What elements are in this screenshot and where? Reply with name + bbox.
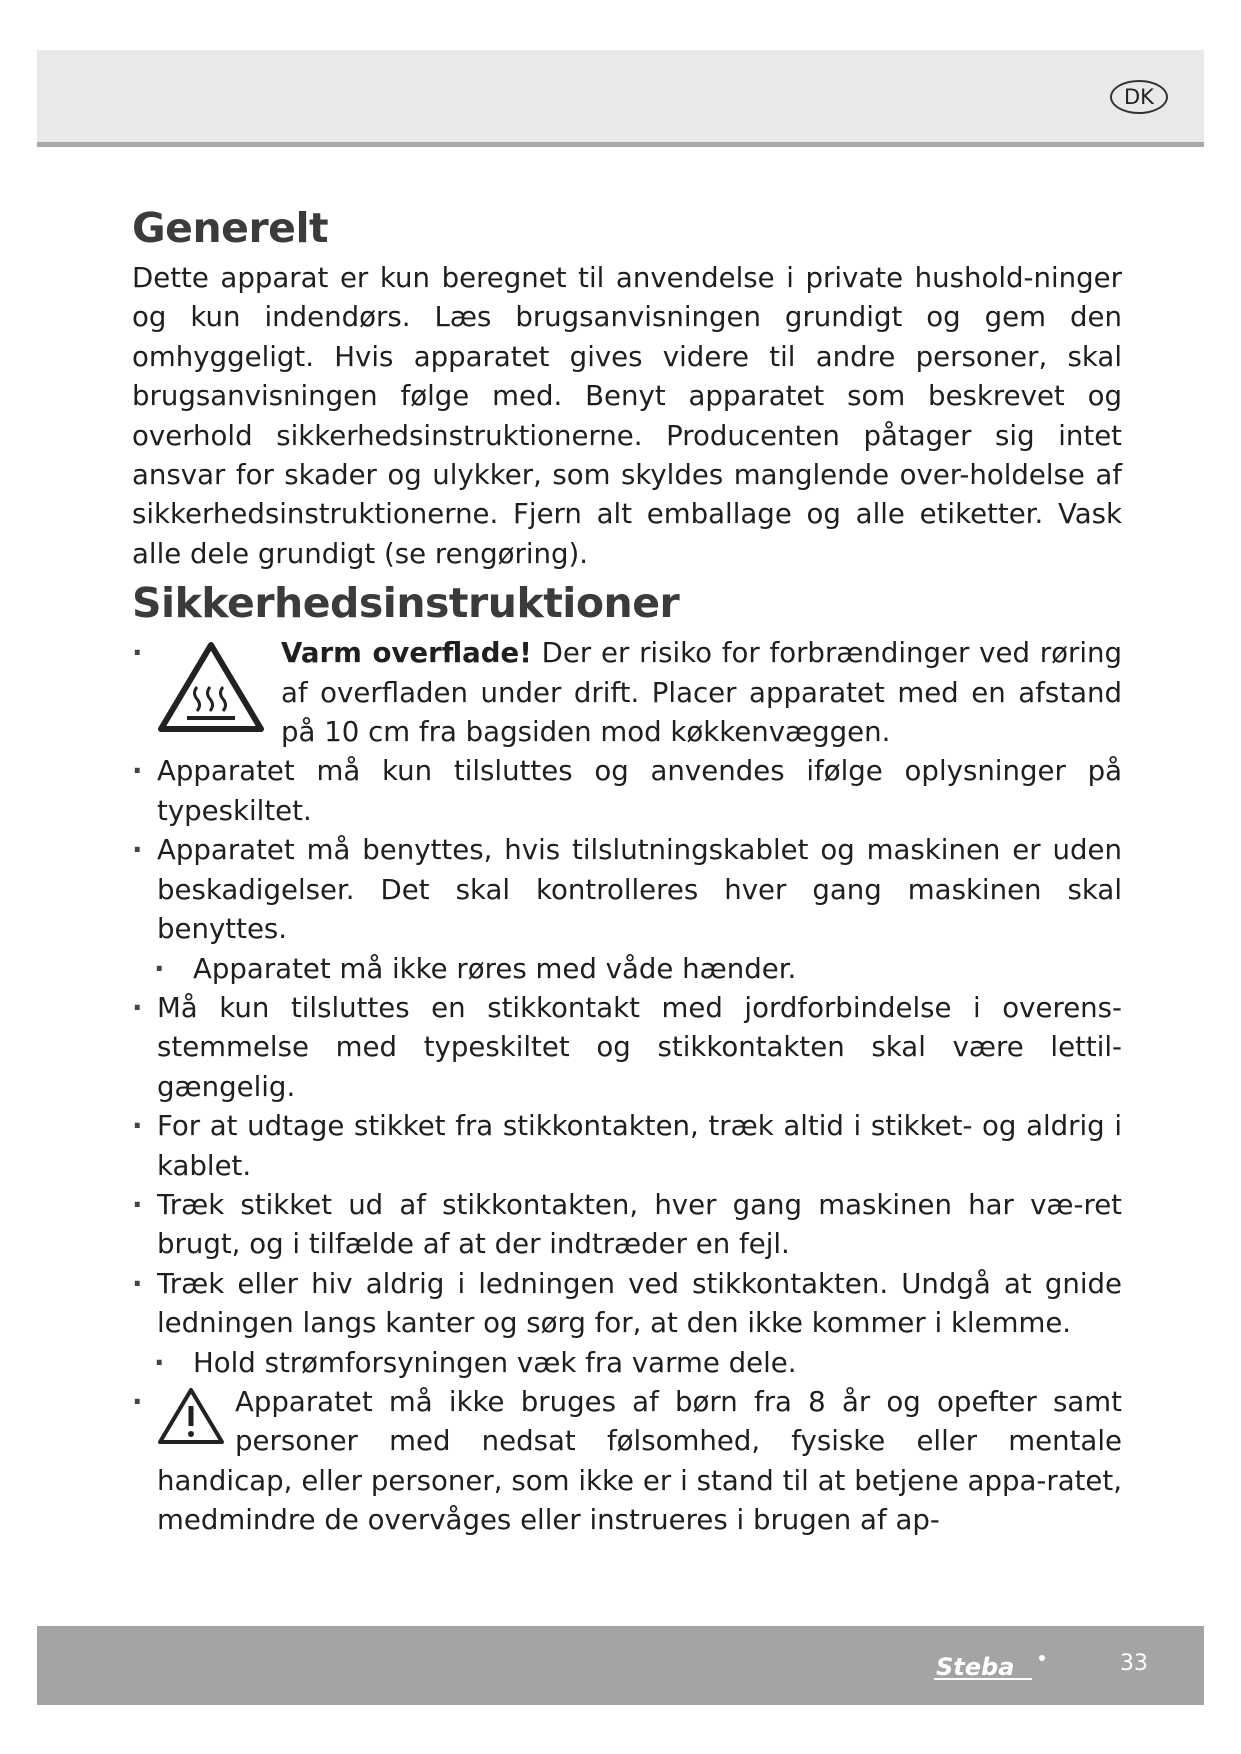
svg-text:Steba: Steba	[936, 1653, 1015, 1681]
child-warning-item	[132, 1382, 1122, 1540]
page-header	[37, 50, 1204, 147]
list-item: · Apparatet må kun tilsluttes og anvendes ifølge oplysninger på typeskiltet.	[132, 751, 1122, 830]
hot-surface-warning-icon	[157, 639, 265, 735]
page-footer	[37, 1626, 1204, 1705]
list-item: · Træk stikket ud af stikkontakten, hver gang maskinen har væ-ret brugt, og i tilfælde af at der indtræder en fejl.	[132, 1185, 1122, 1264]
language-badge: DK	[1110, 80, 1168, 114]
list-item: · Hold strømforsyningen væk fra varme dele.	[132, 1343, 1122, 1382]
page-number: 33	[1120, 1651, 1148, 1676]
section-title-safety: Sikkerhedsinstruktioner	[132, 579, 680, 628]
safety-list	[132, 633, 1122, 1539]
generelt-paragraph: Dette apparat er kun beregnet til anvendelse i private hushold-ninger og kun indendørs. Læs brugsanvisningen grundigt og gem den omhyggeligt. Hvis apparatet gives videre til andre personer, skal brugsanvisningen følge med. Benyt apparatet som beskrevet og overhold sikkerhedsinstruktionerne. Producenten påtager sig intet ansvar for skader og ulykker, som skyldes manglende over-holdelse af sikkerhedsinstruktionerne. Fjern alt emballage og alle etiketter. Vask alle dele grundigt (se rengøring).	[132, 261, 1122, 570]
list-item: · Træk eller hiv aldrig i ledningen ved stikkontakten. Undgå at gnide ledningen langs kanter og sørg for, at den ikke kommer i klemme.	[132, 1264, 1122, 1343]
list-item: · Apparatet må benyttes, hvis tilslutningskablet og maskinen er uden beskadigelser. Det skal kontrolleres hver gang maskinen skal benyttes.	[132, 830, 1122, 948]
warning-icon	[157, 1386, 225, 1446]
list-item: · For at udtage stikket fra stikkontakten, træk altid i stikket- og aldrig i kablet.	[132, 1106, 1122, 1185]
hot-surface-text: · Varm overflade! Der er risiko for forbrændinger ved røring af overfladen under drift. Placer apparatet med en afstand på 10 cm fra bagsiden mod køkkenvæggen.	[281, 636, 1123, 749]
section-title-generelt: Generelt	[132, 204, 329, 252]
steba-logo	[932, 1650, 1052, 1684]
page-content	[132, 198, 1122, 1540]
hot-surface-item	[132, 633, 1122, 751]
child-warning-text: Apparatet må ikke bruges af børn fra 8 år og opefter samt personer med nedsat følsomhed, fysiske eller mentale handicap, eller personer, som ikke er i stand til at betjene appa-ratet, medmindre de overvåges eller instrueres i brugen af ap-	[157, 1384, 1122, 1537]
list-item: · Apparatet må ikke røres med våde hænder.	[132, 949, 1122, 988]
list-item: · Må kun tilsluttes en stikkontakt med jordforbindelse i overens-stemmelse med typeskiltet og stikkontakten skal være lettil-gængelig.	[132, 988, 1122, 1106]
